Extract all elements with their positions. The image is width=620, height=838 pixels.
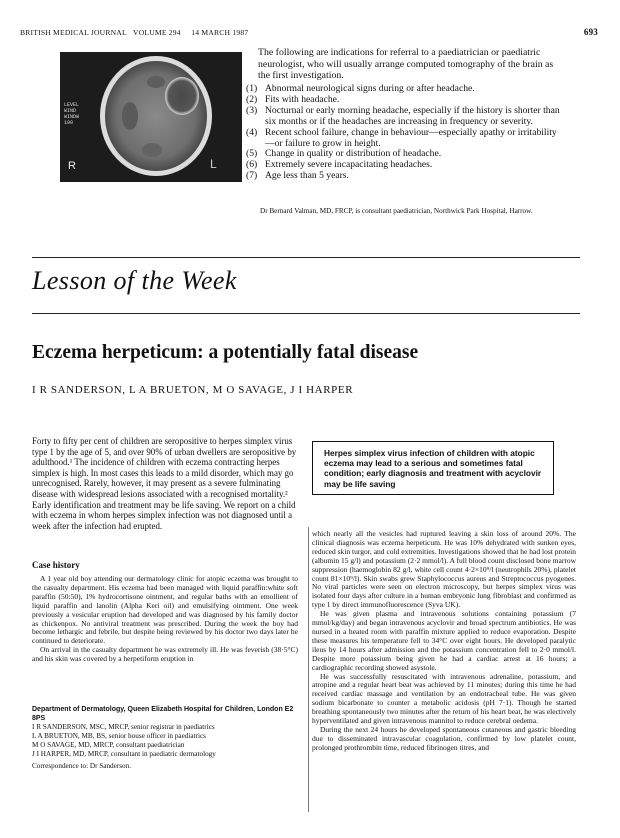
author-credit: M O SAVAGE, MD, MRCP, consultant paediatrician [32, 740, 185, 749]
article-title: Eczema herpeticum: a potentially fatal disease [32, 342, 419, 363]
department-address: Department of Dermatology, Queen Elizabeth Hospital for Children, London E2 8PS [32, 706, 294, 722]
author-credit: I R SANDERSON, MSC, MRCP, senior registrar in paediatrics [32, 723, 215, 732]
author-note: Dr Bernard Valman, MD, FRCP, is consultant paediatrician, Northwick Park Hospital, Harrow. [260, 207, 533, 215]
right-column-text [312, 530, 576, 753]
section-title: Lesson of the Week [32, 266, 237, 295]
referral-intro: The following are indications for referral to a paediatrician or paediatric neurologist, who will usually arrange computed tomography of the brain as the first investigation. [258, 47, 554, 82]
running-header [20, 28, 600, 37]
paragraph: He was given plasma and intravenous solutions containing potassium (7 mmol/kg/day) and began intravenous acyclovir and broad spectrum antibiotics. He was nursed in a heated room with paraffin mixture applied to reduce evaporation. Despite these measures his temperature fell to 34°C over eight hours. He developed paralytic ileus by 14 hours after admission and the potassium concentration fell to 2·0 mmol/l. Despite more potassium being given he had a cardiac arrest at 16 hours; a cardiographic recording showed asystole. [312, 609, 576, 672]
author-credit: J I HARPER, MD, MRCP, consultant in paediatric dermatology [32, 749, 216, 758]
list-item: (6) Extremely severe incapacitating headaches. [246, 159, 433, 171]
referral-criteria-list [246, 84, 566, 182]
key-message-box [312, 441, 554, 495]
ct-left-marker: L [210, 157, 217, 171]
key-message-text: Herpes simplex virus infection of children with atopic eczema may lead to a serious and sometimes fatal condition; early diagnosis and treatment with acyclovir may be life saving [324, 448, 542, 489]
ct-window-labels: LEVEL WIND WINDW 100 [64, 102, 80, 126]
list-item: (1) Abnormal neurological signs during or after headache. [246, 83, 475, 94]
paragraph: On arrival in the casualty department he was extremely ill. He was feverish (38·5°C) and his skin was covered by a herpetiform eruption in [32, 645, 298, 664]
journal-volume: VOLUME 294 [133, 28, 181, 37]
paragraph: A 1 year old boy attending our dermatology clinic for atopic eczema was brought to the casualty department. His eczema had been managed with liquid paraffin:white soft paraffin (50:50), 1% hydrocortisone ointment, and regular baths with an emollient of liquid paraffin and lanolin (Alpha Keri oil) and emulsifying ointment. One week previously a vesicular eruption had developed and was diagnosed by his family doctor as chickenpox. No antiviral treatment was prescribed. During the week the boy had become lethargic and febrile, but despite being reviewed by his doctor two days later he continued to deteriorate. [32, 574, 298, 646]
left-column-text [32, 575, 298, 664]
journal-name: BRITISH MEDICAL JOURNAL [20, 28, 127, 37]
list-item: (4) Recent school failure, change in behaviour—especially apathy or irritability—or failure to grow in height. [246, 126, 557, 149]
list-item: (2) Fits with headache. [246, 93, 340, 105]
correspondence-note: Correspondence to: Dr Sanderson. [32, 762, 132, 771]
list-item: (3) Nocturnal or early morning headache, especially if the history is shorter than six months or if the headaches are increasing in frequency or severity. [246, 104, 560, 127]
ct-brain-scan-image [60, 52, 242, 182]
author-credit: L A BRUETON, MB, BS, senior house officer in paediatrics [32, 732, 206, 741]
column-divider [308, 527, 309, 812]
ct-right-marker: R [68, 160, 76, 172]
section-rule-bottom [32, 313, 580, 314]
page-number: 693 [583, 27, 598, 37]
article-abstract: Forty to fifty per cent of children are seropositive to herpes simplex virus type 1 by the age of 5, and over 90% of urban dwellers are seropositive by adulthood.¹ The incidence of children with eczema contracting herpes simplex is high. In most cases this leads to a mild disorder, which may go unrecognised. Rarely, however, it may present as a severe fulminating disease with widespread lesions associated with a recognised mortality.² Early identification and treatment may be life saving. We report on a child with eczema in whom herpes simplex infection was not diagnosed until a week after the infection had erupted. [32, 436, 297, 531]
article-authors: I R SANDERSON, L A BRUETON, M O SAVAGE, J I HARPER [32, 384, 354, 396]
paragraph: He was successfully resuscitated with intravenous adrenaline, potassium, and atropine and a regular heart beat was achieved by 11 minutes; during this time he had received cardiac massage and ventilation by an endotracheal tube. He was given sodium bicarbonate to counter a metabolic acidosis (pH 7·1). Though he started breathing spontaneously two minutes after the return of his heart beat, he was electively hyperventilated and given intravenous mannitol to reduce cerebral oedema. [312, 671, 576, 726]
issue-date: 14 MARCH 1987 [191, 28, 249, 37]
paragraph: which nearly all the vesicles had ruptured leaving a skin loss of around 20%. The clinical diagnosis was eczema herpeticum. He was 10% dehydrated with sunken eyes, reduced skin turgor, and cold extremities. Investigations showed that he had lost protein (albumin 15 g/l) and potassium (2·2 mmol/l). A full blood count disclosed bone marrow suppression (haemoglobin 82 g/l, white cell count 4·2×10⁹/l (neutrophils 20%), platelet count 81×10⁹/l). Skin swabs grew Staphylococcus aureus and Streptococcus pyogenes. No viral particles were seen on electron microscopy, but herpes simplex virus was isolated four days after culture in a human embryonic lung fibroblast and confirmed as type 1 by direct immunofluorescence (Syva UK). [312, 529, 576, 610]
list-item: (7) Age less than 5 years. [246, 170, 349, 182]
case-history-heading: Case history [32, 560, 80, 570]
paragraph: During the next 24 hours he developed spontaneous cutaneous and gastric bleeding due to disseminated intravascular coagulation, confirmed by low platelet count, prolonged prothrombin time, reduced fibrinogen titres, and [312, 724, 576, 752]
list-item: (5) Change in quality or distribution of headache. [246, 148, 442, 160]
affiliation-block [32, 706, 298, 771]
section-rule-top [32, 257, 580, 258]
